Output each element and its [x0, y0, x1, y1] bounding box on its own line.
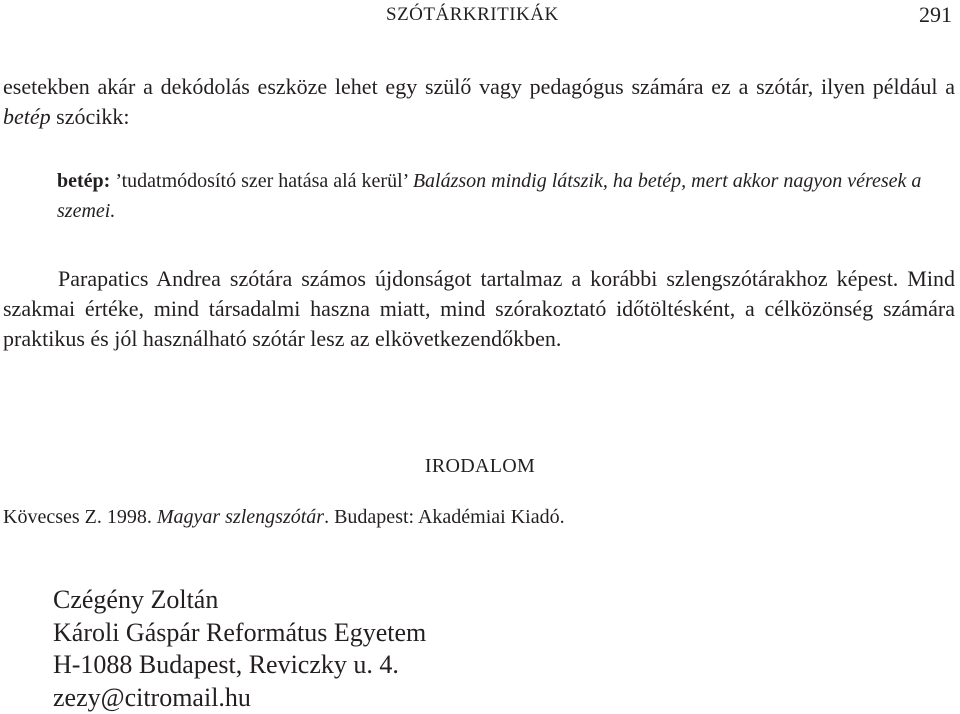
- reference-entry: [3, 506, 565, 529]
- reference-title: Magyar szlengszótár: [156, 506, 325, 528]
- author-institution: Károli Gáspár Református Egyetem: [53, 617, 427, 647]
- author-address: H-1088 Budapest, Reviczky u. 4.: [53, 650, 399, 679]
- entry-headword: betép:: [57, 170, 111, 192]
- author-email: zezy@citromail.hu: [53, 682, 251, 712]
- intro-text: esetekben akár a dekódolás eszköze lehet egy szülő vagy pedagógus számára ez a szótár, ilyen például a: [3, 74, 955, 99]
- page-number: 291: [919, 2, 952, 27]
- author-name: Czégény Zoltán: [53, 585, 219, 614]
- intro-paragraph: [3, 72, 955, 132]
- author-block: [53, 584, 426, 714]
- reference-author-year: Kövecses Z. 1998.: [3, 506, 157, 528]
- intro-text-end: szócikk:: [50, 104, 130, 129]
- conclusion-paragraph: Parapatics Andrea szótára számos újdonságot tartalmaz a korábbi szlengszótárakhoz képest. Mind szakmai értéke, mind társadalmi haszna miatt, mind szórakoztató időtöltésként, a célközönség számára praktikus és jól használható szótár lesz az elkövetkezendőkben.: [3, 266, 955, 351]
- reference-publisher: . Budapest: Akadémiai Kiadó.: [324, 506, 565, 528]
- headword-reference: betép: [3, 104, 51, 129]
- running-title: SZÓTÁRKRITIKÁK: [386, 4, 559, 25]
- entry-example: Balázson mindig látszik, ha betép, mert akkor nagyon véresek a szemei.: [57, 170, 922, 222]
- entry-definition: ’tudatmódosító szer hatása alá kerül’: [110, 170, 413, 192]
- dictionary-entry: [57, 166, 957, 226]
- running-header: [0, 2, 960, 26]
- literature-heading: IRODALOM: [424, 455, 536, 477]
